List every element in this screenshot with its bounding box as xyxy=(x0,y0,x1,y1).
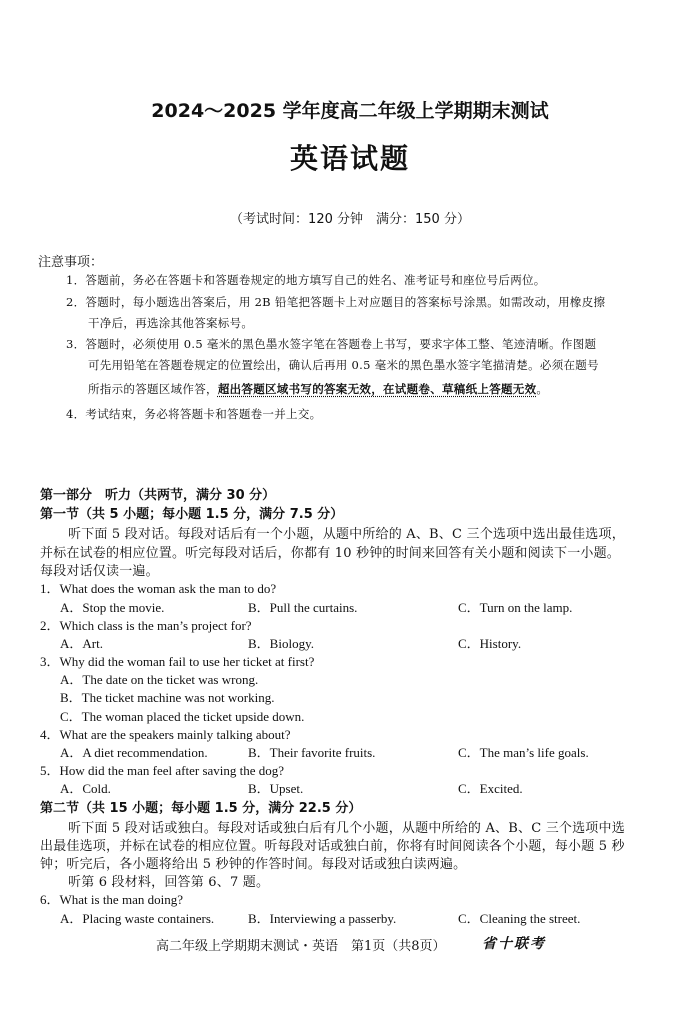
question-2-option-a: A．Art. xyxy=(60,636,103,651)
notice-item-2-line-1: 2．答题时，每小题选出答案后，用 2B 铅笔把答题卡上对应题目的答案标号涂黑。如需改动，用橡皮擦 xyxy=(66,295,606,309)
section2-instruction-line-1: 听下面 5 段对话或独白。每段对话或独白后有几个小题，从题中所给的 A、B、C 三个选项中选 xyxy=(68,821,625,836)
subject-title: 英语试题 xyxy=(289,142,410,175)
question-3-option-b: B．The ticket machine was not working. xyxy=(60,690,275,705)
question-5-option-c: C．Excited. xyxy=(458,781,523,796)
exam-title: 2024～2025 学年度高二年级上学期期末测试 xyxy=(151,100,549,122)
notice-item-4: 4．考试结束，务必将答题卡和答题卷一并上交。 xyxy=(66,407,322,421)
notice-item-3-period: 。 xyxy=(536,382,549,396)
question-3-stem: 3．Why did the woman fail to use her ticket at first? xyxy=(40,654,315,669)
question-1-option-c: C．Turn on the lamp. xyxy=(458,600,573,615)
section2-instruction-line-3: 钟；听完后，各小题将给出 5 秒钟的作答时间。每段对话或独白读两遍。 xyxy=(40,857,467,872)
notice-item-3-line-1: 3．答题时，必须使用 0.5 毫米的黑色墨水签字笔在答题卷上书写，要求字体工整、笔迹清晰。作图题 xyxy=(66,337,597,351)
section2-instruction-line-2: 出最佳选项，并标在试卷的相应位置。听每段对话或独白前，你将有时间阅读各个小题，每小题 5 秒 xyxy=(40,839,625,854)
question-4-option-c: C．The man’s life goals. xyxy=(458,745,589,760)
part1-heading: 第一部分 听力（共两节，满分 30 分） xyxy=(40,488,276,503)
section1-instruction-line-2: 并标在试卷的相应位置。听完每段对话后，你都有 10 秒钟的时间来回答有关小题和阅读下一小题。 xyxy=(40,546,621,561)
page-footer: 高二年级上学期期末测试・英语 第1页（共8页） xyxy=(156,939,446,954)
question-5-stem: 5．How did the man feel after saving the dog? xyxy=(40,763,285,778)
question-5-option-a: A．Cold. xyxy=(60,781,111,796)
question-2-option-c: C．History. xyxy=(458,636,522,651)
notice-item-3-line-2: 可先用铅笔在答题卷规定的位置绘出，确认后再用 0.5 毫米的黑色墨水签字笔描清楚。必须在题号 xyxy=(88,358,599,372)
question-4-option-a: A．A diet recommendation. xyxy=(60,745,208,760)
exam-info: （考试时间：120 分钟 满分：150 分） xyxy=(230,212,470,227)
question-6-option-a: A．Placing waste containers. xyxy=(60,911,215,926)
question-3-option-c: C．The woman placed the ticket upside down. xyxy=(60,709,305,724)
section1-instruction-line-1: 听下面 5 段对话。每段对话后有一个小题，从题中所给的 A、B、C 三个选项中选出最佳选项， xyxy=(68,527,625,542)
section2-heading: 第二节（共 15 小题；每小题 1.5 分，满分 22.5 分） xyxy=(40,801,362,816)
notice-heading: 注意事项： xyxy=(38,255,104,270)
notice-emphasis: 超出答题区域书写的答案无效，在试题卷、草稿纸上答题无效 xyxy=(217,382,537,396)
section1-instruction-line-3: 每段对话仅读一遍。 xyxy=(40,564,159,579)
question-6-stem: 6．What is the man doing? xyxy=(40,892,183,907)
question-1-option-a: A．Stop the movie. xyxy=(60,600,165,615)
brand-logo: 省十联考 xyxy=(482,936,546,952)
question-6-option-b: B．Interviewing a passerby. xyxy=(248,911,397,926)
notice-item-1: 1．答题前，务必在答题卡和答题卷规定的地方填写自己的姓名、准考证号和座位号后两位。 xyxy=(66,273,546,287)
section1-heading: 第一节（共 5 小题；每小题 1.5 分，满分 7.5 分） xyxy=(40,507,344,522)
section2-material-note: 听第 6 段材料，回答第 6、7 题。 xyxy=(68,875,270,890)
question-2-stem: 2．Which class is the man’s project for? xyxy=(40,618,252,633)
question-5-option-b: B．Upset. xyxy=(248,781,304,796)
notice-item-2-line-2: 干净后，再选涂其他答案标号。 xyxy=(88,316,254,330)
question-2-option-b: B．Biology. xyxy=(248,636,314,651)
question-1-stem: 1．What does the woman ask the man to do? xyxy=(40,581,277,596)
question-6-option-c: C．Cleaning the street. xyxy=(458,911,581,926)
question-4-stem: 4．What are the speakers mainly talking about? xyxy=(40,727,291,742)
question-4-option-b: B．Their favorite fruits. xyxy=(248,745,376,760)
question-3-option-a: A．The date on the ticket was wrong. xyxy=(60,672,259,687)
notice-item-3-line-3 xyxy=(88,381,548,397)
notice-item-3-line-3-text: 所指示的答题区域作答， xyxy=(88,382,218,396)
question-1-option-b: B．Pull the curtains. xyxy=(248,600,358,615)
